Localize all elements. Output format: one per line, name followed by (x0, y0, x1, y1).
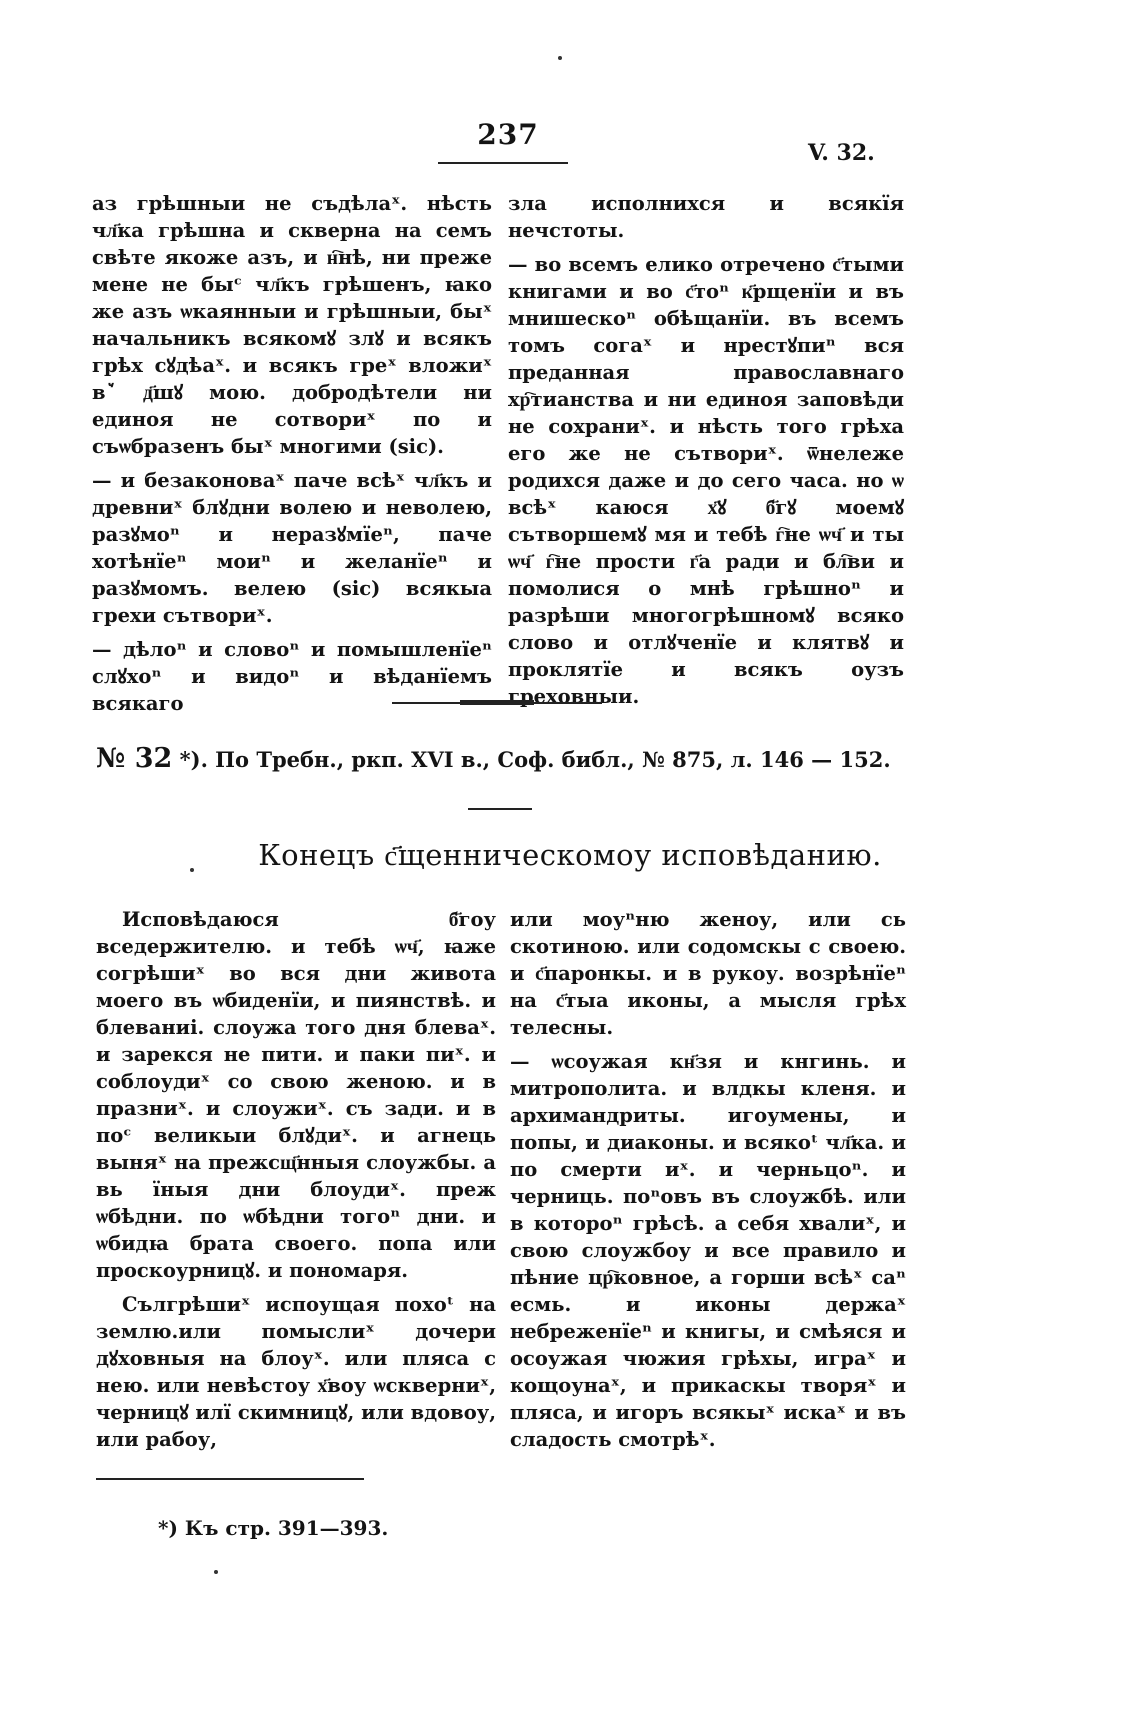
page-number-underline (438, 162, 568, 164)
top-right-paragraph: зла исполнихся и всякїя нечстоты. (508, 192, 904, 242)
footnote (158, 1516, 388, 1540)
document-number: № 32 (96, 743, 173, 774)
scan-speck (558, 56, 562, 60)
section-divider-center (460, 700, 534, 705)
top-left-paragraph: — дѣлоⁿ и словоⁿ и помышленїеⁿ слꙋхоⁿ и видоⁿ и вѣданїемъ всякаго (92, 638, 492, 715)
bottom-left-column (96, 906, 496, 1460)
title-divider (468, 808, 532, 810)
document-reference (96, 743, 996, 774)
section-mark: V. 32. (808, 140, 875, 166)
bottom-left-paragraph: Исповѣдаюся б҃гоу вседержителю. и тебѣ ѡч҃, ꙗже согрѣшиˣ во вся дни живота моего въ ѡбиденїи, и пиянствѣ. и блеваниi. слоужа того дня блеваˣ. и зарекся не пити. и паки пиˣ. и соблоудиˣ со свою женою. и в празниˣ. и слоужиˣ. съ зади. и в поᶜ великыи блꙋдиˣ. и агнець выняˣ на прежсщ҃нныя слоужбы. а вь їныя дни блоудиˣ. преж ѡбѣдни. по ѡбѣдни тогоⁿ дни. и ѡбидꙗ брата своего. попа или проскоурницꙋ. и пономаря. (96, 908, 496, 1282)
footnote-text: Къ стр. 391—393. (184, 1516, 389, 1540)
footnote-rule (96, 1478, 364, 1480)
top-left-paragraph: — и безаконоваˣ паче всѣˣ чл҃къ и древниˣ блꙋдни волею и неволею, разꙋмоⁿ и неразꙋмїеⁿ, паче хотѣнїеⁿ моиⁿ и желанїеⁿ и разꙋмомъ. велею (sic) всякыа грехи сътвориˣ. (92, 469, 492, 627)
top-right-column (508, 190, 904, 717)
document-title: Конецъ с҃щенническомоу исповѣданию. (258, 838, 882, 872)
footnote-mark: *) (158, 1516, 178, 1540)
bottom-left-paragraph: Сългрѣшиˣ испоущая похоᵗ на землю.или помыслиˣ дочери дꙋховныя на блоуˣ. или пляса с нею. или невѣстоу х҃воу ѡскверниˣ, черницꙋ илї скимницꙋ, или вдовоу, или рабоу, (96, 1293, 496, 1451)
bottom-right-paragraph: — ѡсоужая кн҃зя и кнгинь. и митрополита. и влдкы кленя. и архимандриты. игоумены, и попы, и диаконы. и всякоᵗ чл҃ка. и по смерти иˣ. и черньцоⁿ. и черниць. поⁿовъ въ слоужбѣ. или в котороⁿ грѣсѣ. а себя хвалиˣ, и свою слоужбоу и все правило и пѣние цр҇ковное, а горши всѣˣ саⁿ есмь. и иконы держаˣ небреженїеⁿ и книгы, и смѣяся и осоужая чюжия грѣхы, играˣ и кощоунаˣ, и прикаскы творяˣ и пляса, и игоръ всякыˣ искаˣ и въ сладость смотрѣˣ. (510, 1050, 906, 1451)
top-left-paragraph: аз грѣшныи не съдѣлаˣ. нѣсть чл҃ка грѣшна и скверна на семъ свѣте якоже азъ, и н҇нѣ, ни преже мене не быᶜ чл҃къ грѣшенъ, ꙗко же азъ ѡкаянныи и грѣшныи, быˣ начальникъ всякомꙋ злꙋ и всякъ грѣх сꙋдѣаˣ. и всякъ греˣ вложиˣ вꙿ д҃шꙋ мою. добродѣтели ни единоя не сотвориˣ по и съѡбразенъ быˣ многими (sic). (92, 192, 492, 458)
scan-speck (214, 1570, 218, 1574)
top-left-column (92, 190, 492, 724)
bottom-right-column (510, 906, 906, 1460)
scan-speck (190, 868, 194, 872)
page-number: 237 (477, 118, 539, 151)
bottom-right-paragraph: или моуⁿню женоу, или сь скотиною. или содомскы с своею. и с҃паронкы. и в рукоу. возрѣнїеⁿ на с҃тыа иконы, а мысля грѣх телесны. (510, 908, 906, 1039)
top-right-paragraph: — во всемъ елико отречено с҃тыми книгами и во с҃тоⁿ к҃рщенїи и въ мнишескоⁿ обѣщанїи. въ всемъ томъ согаˣ и нрестꙋпиⁿ вся преданная православнаго хр҇тианства и ни единоя заповѣди не сохраниˣ. и нѣсть того грѣха его же не сътвориˣ. ѿнележе родихся даже и до сего часа. но ѡ всѣˣ каюся х҃ꙋ б҃гꙋ моемꙋ сътворшемꙋ мя и тебѣ г҇не ѡч҃ и ты ѡч҃ г҇не прости г҃а ради и бл҇ви и помолися о мнѣ грѣшноⁿ и разрѣши многогрѣшномꙋ всяко слово и отлꙋченїе и клятвꙋ и проклятїе и всякъ оузъ греховныи. (508, 253, 904, 708)
document-footnote-mark: *) (179, 747, 201, 772)
document-source: . По Требн., ркп. XVI в., Соф. библ., № 875, л. 146 — 152. (200, 747, 891, 772)
